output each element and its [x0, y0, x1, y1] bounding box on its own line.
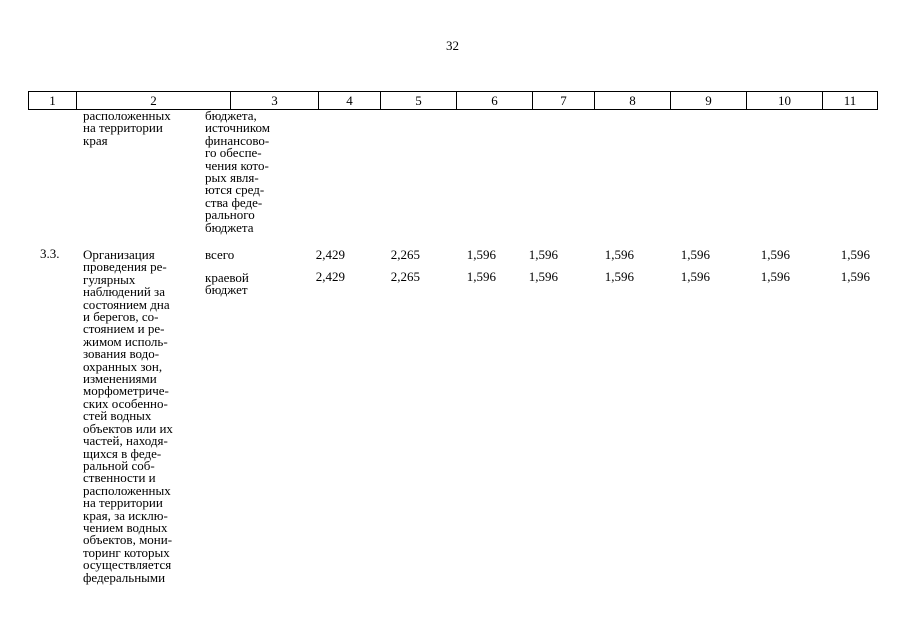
- funding-source-total: всего: [205, 247, 235, 262]
- value-col6: 1,596: [466, 247, 496, 262]
- value-col6: 1,596: [466, 269, 496, 284]
- value-col7: 1,596: [528, 269, 558, 284]
- row-description: Организация проведения ре- гулярных наблюдений за состоянием дна и берегов, со- стоянием и ре- жимом исполь- зования водо- охранных зон, изменениями морфометриче- ских особенно- стей водных объектов или их частей, находя- щихся в феде- ральной соб- ственности и расположенных на территории края, за исклю- чением водных объектов, мони- торинг которых осуществляется федеральными: [83, 247, 173, 585]
- column-number: 8: [595, 92, 671, 110]
- column-number: 2: [77, 92, 231, 110]
- value-col5: 2,265: [390, 247, 420, 262]
- value-col10: 1,596: [760, 247, 790, 262]
- value-col7: 1,596: [528, 247, 558, 262]
- value-col9: 1,596: [680, 247, 710, 262]
- funding-source-regional: краевой бюджет: [205, 270, 249, 298]
- value-col4: 2,429: [315, 269, 345, 284]
- value-col11: 1,596: [840, 247, 870, 262]
- page-number: 32: [446, 38, 459, 53]
- value-col9: 1,596: [680, 269, 710, 284]
- row-number: 3.3.: [40, 246, 60, 261]
- value-col8: 1,596: [604, 247, 634, 262]
- continuation-funding-source: бюджета, источником финансово- го обеспе- чения кото- рых явля- ются сред- ства феде- рального бюджета: [205, 108, 270, 235]
- value-col4: 2,429: [315, 247, 345, 262]
- value-col11: 1,596: [840, 269, 870, 284]
- value-col5: 2,265: [390, 269, 420, 284]
- continuation-description: расположенных на территории края: [83, 108, 171, 148]
- column-number: 9: [671, 92, 747, 110]
- value-col8: 1,596: [604, 269, 634, 284]
- column-number: 10: [747, 92, 823, 110]
- column-number: 3: [231, 92, 319, 110]
- value-col10: 1,596: [760, 269, 790, 284]
- column-number: 5: [381, 92, 457, 110]
- column-number: 1: [29, 92, 77, 110]
- column-number: 11: [823, 92, 878, 110]
- column-number: 6: [457, 92, 533, 110]
- column-number: 7: [533, 92, 595, 110]
- column-number: 4: [319, 92, 381, 110]
